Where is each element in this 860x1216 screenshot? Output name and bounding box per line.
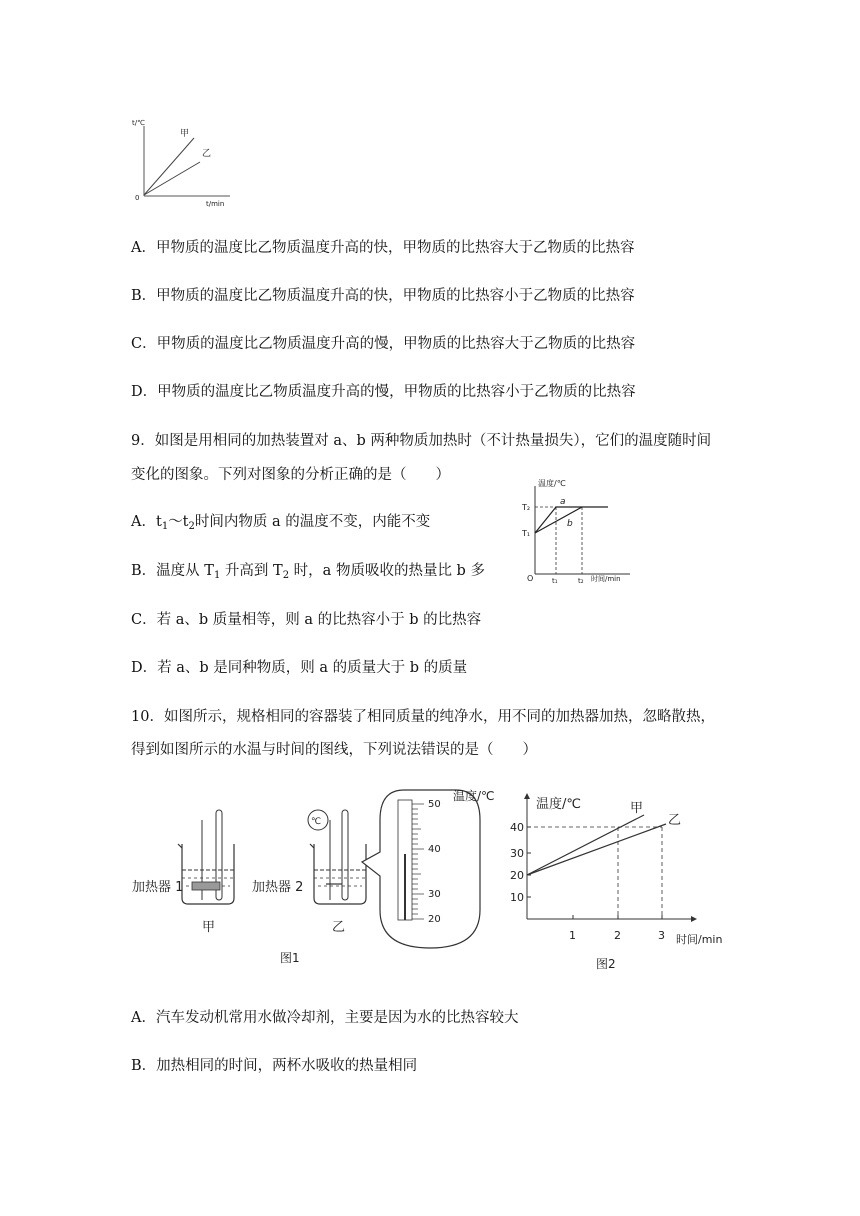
fig2-xtick-3: 3 [658,929,665,942]
scale-tick-40: 40 [428,844,441,855]
q9-T1-label: T₁ [522,529,531,538]
q10-stem-line1: 10．如图所示，规格相同的容器装了相同质量的纯净水，用不同的加热器加热，忽略散热， [131,709,715,725]
q9-label-a: a [560,497,566,507]
figure-2-caption: 图2 [596,957,616,971]
q8-line-yi [144,162,200,195]
fig2-ytick-20: 20 [510,869,524,882]
fig2-line-jia [527,815,644,875]
scale-tick-50: 50 [428,799,441,810]
q9-stem-line1: 9．如图是用相同的加热装置对 a、b 两种物质加热时（不计热量损失），它们的温度随时间 [131,433,712,449]
q10-option-b: B．加热相同的时间，两杯水吸收的热量相同 [131,1058,418,1074]
fig2-label-jia: 甲 [630,801,644,816]
q9-line-b [535,507,582,533]
fig2-xtick-1: 1 [569,929,576,942]
q9-option-a: A．$t_1\sim t_2$时间内物质 a 的温度不变，内能不变 [131,514,431,532]
q8-line-jia [144,138,194,195]
q8-option-c: C．甲物质的温度比乙物质温度升高的慢，甲物质的比热容大于乙物质的比热容 [131,336,636,352]
q8-temperature-graph [126,116,236,208]
q9-heating-graph [518,474,636,586]
heater-1-label: 加热器 1 [132,880,184,895]
q10-option-a: A．汽车发动机常用水做冷却剂，主要是因为水的比热容较大 [131,1010,519,1026]
fig2-x-axis-label: 时间/min [676,933,723,946]
q9-option-d: D．若 a、b 是同种物质，则 a 的质量大于 b 的质量 [131,660,468,676]
q8-origin-label: 0 [135,194,140,202]
heater-2-label: 加热器 2 [252,880,304,895]
q9-stem-line2: 变化的图象。下列对图象的分析正确的是（ ） [131,467,450,483]
q10-figure-2 [506,784,732,976]
fig2-label-yi: 乙 [668,813,682,828]
celsius-badge-text: ℃ [311,817,322,827]
scale-tick-30: 30 [428,889,441,900]
fig2-ytick-10: 10 [510,891,524,904]
fig2-ytick-40: 40 [510,821,524,834]
q10-stem-line2: 得到如图所示的水温与时间的图线，下列说法错误的是（ ） [131,742,537,758]
q8-x-axis-label: t/min [206,200,225,208]
q8-option-a: A．甲物质的温度比乙物质温度升高的快，甲物质的比热容大于乙物质的比热容 [131,240,635,256]
q9-option-b: B．温度从 $T_1$ 升高到 $T_2$ 时，a 物质吸收的热量比 b 多 [131,563,485,581]
q9-t1-label: t₁ [552,577,558,585]
q10-figure-1 [130,780,510,970]
fig2-y-axis-label: 温度/℃ [536,797,581,812]
beaker-jia [178,810,234,904]
q8-label-yi: 乙 [202,149,212,159]
fig2-xtick-2: 2 [614,929,621,942]
q9-option-c: C．若 a、b 质量相等，则 a 的比热容小于 b 的比热容 [131,612,482,628]
fig2-line-yi [527,824,666,875]
q8-option-b: B．甲物质的温度比乙物质温度升高的快，甲物质的比热容小于乙物质的比热容 [131,288,635,304]
q9-label-b: b [567,519,573,529]
beaker-yi-label: 乙 [332,920,346,935]
q9-T2-label: T₂ [522,503,531,512]
q8-y-axis-label: t/℃ [132,119,145,127]
scale-title: 温度/℃ [453,789,495,803]
magnifier-bubble [362,790,480,948]
fig2-ytick-30: 30 [510,847,524,860]
figure-1-caption: 图1 [280,951,300,965]
q9-origin-label: O [527,574,534,583]
q8-option-d: D．甲物质的温度比乙物质温度升高的慢，甲物质的比热容小于乙物质的比热容 [131,384,636,400]
q9-t2-label: t₂ [578,577,584,585]
beaker-jia-label: 甲 [202,920,216,935]
q9-y-axis-label: 温度/℃ [538,479,566,488]
q8-label-jia: 甲 [180,129,190,139]
scale-tick-20: 20 [428,914,441,925]
q9-x-axis-label: 时间/min [591,575,621,583]
